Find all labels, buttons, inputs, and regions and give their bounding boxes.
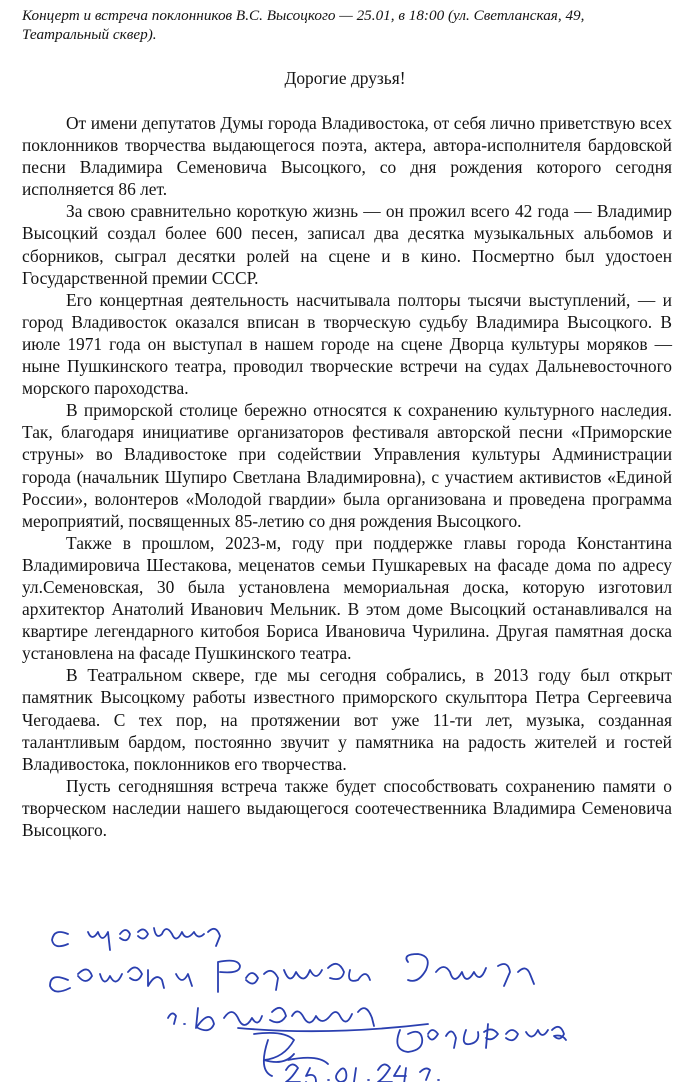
- paragraph-7: Пусть сегодняшняя встреча также будет способствовать сохранению памяти о творческом наследии нашего выдающегося соотечественника Владимира Семеновича Высоцкого.: [22, 775, 672, 840]
- letter-body: [22, 112, 672, 841]
- event-header: Концерт и встреча поклонников В.С. Высоцкого — 25.01, в 18:00 (ул. Светланская, 49, Театральный сквер).: [22, 7, 585, 43]
- paragraph-3: Его концертная деятельность насчитывала полторы тысячи выступлений, — и город Владивосток оказался вписан в творческую судьбу Владимира Высоцкого. В июле 1971 года он выступал в нашем городе на сцене Дворца культуры моряков — ныне Пушкинского театра, проводил творческие встречи на судах Дальневосточного морского пароходства.: [22, 289, 672, 399]
- paragraph-2: За свою сравнительно короткую жизнь — он прожил всего 42 года — Владимир Высоцкий создал более 600 песен, записал два десятка музыкальных альбомов и сборников, сыграл десятки ролей на сцене и в кино. Посмертно был удостоен Государственной премии СССР.: [22, 201, 672, 288]
- paragraph-5: Также в прошлом, 2023-м, году при поддержке главы города Константина Владимировича Шестакова, меценатов семьи Пушкаревых на фасаде дома по адресу ул.Семеновская, 30 была установлена мемориальная доска, которую изготовил архитектор Анатолий Иванович Мельник. В этом доме Высоцкий останавливался на квартире легендарного китобоя Бориса Ивановича Чурилина. Другая памятная доска установлена на фасаде Пушкинского театра.: [22, 532, 672, 664]
- signature-scribble: [28, 912, 628, 1082]
- paragraph-6: В Театральном сквере, где мы сегодня собрались, в 2013 году был открыт памятник Высоцкому работы известного приморского скульптора Петра Сергеевича Чегодаева. С тех пор, на протяжении вот уже 11-ти лет, музыка, созданная талантливым бардом, постоянно звучит у памятника на радость жителей и гостей Владивостока, поклонников его творчества.: [22, 665, 672, 774]
- paragraph-1: От имени депутатов Думы города Владивостока, от себя лично приветствую всех поклонников творчества выдающегося поэта, актера, автора-исполнителя бардовской песни Владимира Семеновича Высоцкого, со дня рождения которого сегодня исполняется 86 лет.: [22, 113, 672, 200]
- handwritten-signature: [28, 912, 628, 1082]
- greeting: Дорогие друзья!: [284, 68, 406, 88]
- paragraph-4: В приморской столице бережно относятся к сохранению культурного наследия. Так, благодаря инициативе организаторов фестиваля авторской песни «Приморские струны» во Владивостоке при содействии Управления культуры Администрации города (начальник Шупиро Светлана Владимировна), с участием активистов «Единой России», волонтеров «Молодой гвардии» была организована и проведена программа мероприятий, посвященных 85-летию со дня рождения Высоцкого.: [22, 400, 672, 531]
